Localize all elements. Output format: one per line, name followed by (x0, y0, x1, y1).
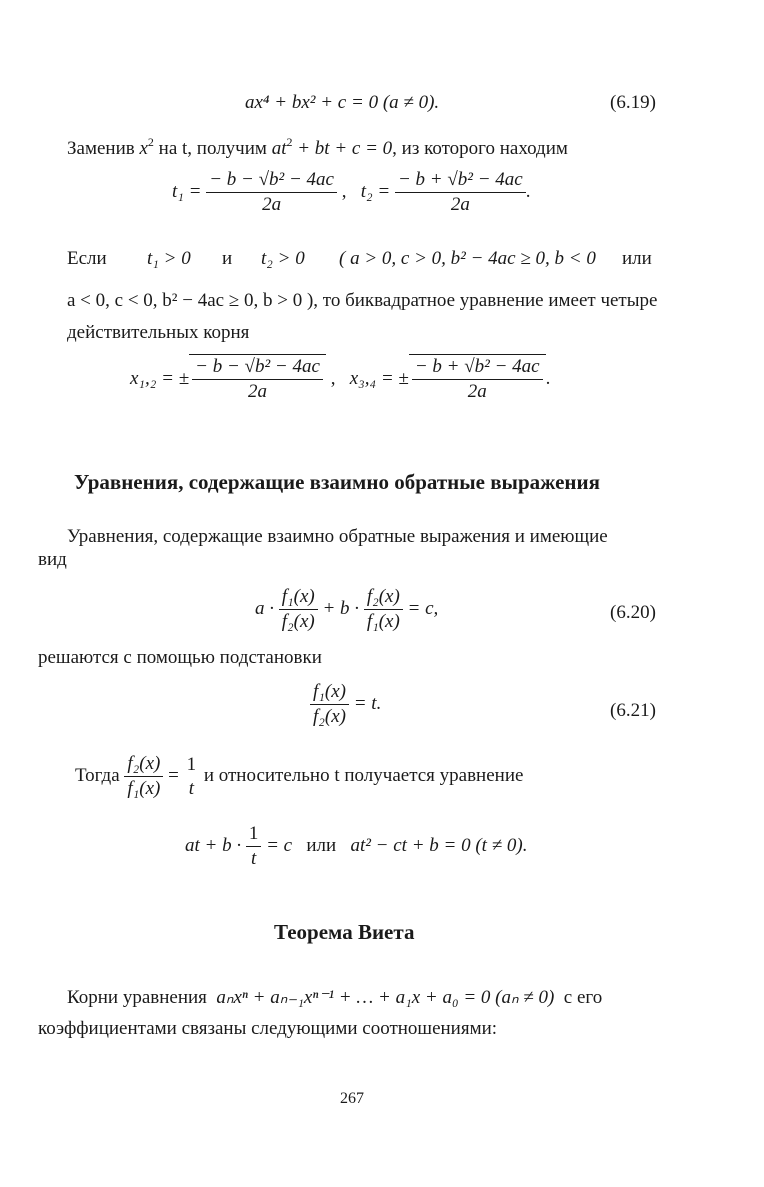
paragraph-vieta-line2: коэффициентами связаны следующими соотношениями: (38, 1018, 498, 1039)
paragraph-condition-line1: Если t₁ > 0 и t₂ > 0 ( a > 0, c > 0, b² − 4ac ≥ 0, b < 0 или (67, 248, 652, 269)
paragraph-substitution: Заменив $x^2$ на t, получим $at^2$ + bt + c = 0, из которого находим (67, 135, 568, 159)
x34-label: x₃,₄ = ± (349, 367, 409, 389)
paragraph-vieta-line1: Корни уравнения aₙxⁿ + aₙ₋₁xⁿ⁻¹ + … + a₁x + a₀ = 0 (aₙ ≠ 0) с его (67, 987, 603, 1008)
f2-over-f1-then: $\frac{\text{f₂(x)}}{\text{f₁(x)}}$ (124, 752, 163, 801)
x12-radical: $\frac{\text{− b − √b² − 4ac}}{2a}$ (189, 354, 326, 404)
equation-final: at + b · $\frac{1}{t}$ = c или at² − ct + b = 0 (t ≠ 0). (185, 823, 528, 869)
equation-6-19 (245, 92, 439, 114)
paragraph-substitution-2: решаются с помощью подстановки (38, 647, 322, 668)
x-squared: $x^2$ (139, 135, 154, 159)
f1-over-f2-sub: $\frac{\text{f₁(x)}}{\text{f₂(x)}}$ (310, 680, 349, 729)
quadratic-in-t: $at^2$ + bt + c = 0 (271, 135, 393, 159)
x34-radical: $\frac{\text{− b + √b² − 4ac}}{2a}$ (409, 354, 546, 404)
paragraph-then: Тогда $\frac{\text{f₂(x)}}{\text{f₁(x)}}$ = 1 t и относительно t получается уравнение (75, 753, 524, 799)
paragraph-condition-line3: действительных корня (67, 322, 250, 343)
general-polynomial: aₙxⁿ + aₙ₋₁xⁿ⁻¹ + … + a₁x + a₀ = 0 (aₙ ≠ 0) (216, 987, 555, 1008)
paragraph-condition-line2: a < 0, c < 0, b² − 4ac ≥ 0, b > 0 ), то биквадратное уравнение имеет четыре (67, 290, 658, 311)
one-over-t: 1 t (186, 753, 197, 799)
t1-label: t₁ = (172, 180, 202, 202)
equation-number-6-20: (6.20) (610, 602, 656, 623)
t2-label: t₂ = (360, 180, 391, 202)
paragraph-reciprocal-line2: вид (38, 549, 67, 570)
f2-over-f1: $\frac{\text{f₂(x)}}{\text{f₁(x)}}$ (364, 585, 403, 634)
f1-over-f2: $\frac{\text{f₁(x)}}{\text{f₂(x)}}$ (279, 585, 318, 634)
equation-number-6-21: (6.21) (610, 700, 656, 721)
paragraph-reciprocal-line1: Уравнения, содержащие взаимно обратные выражения и имеющие (67, 526, 608, 547)
equation-6-21: $\frac{\text{f₁(x)}}{\text{f₂(x)}}$ = t. (310, 680, 381, 729)
roots-x: x₁,₂ = ± $\frac{\text{− b − √b² − 4ac}}{2a}$ , x₃,₄ = ± $\frac{\text{− b + √b² − 4ac}}{2a}$ . (130, 356, 551, 402)
t1-fraction: $\frac{\text{− b − √b² − 4ac}}{2a}$ (206, 168, 337, 217)
section-heading-reciprocal: Уравнения, содержащие взаимно обратные выражения (74, 470, 600, 494)
equation-6-20: a · $\frac{\text{f₁(x)}}{\text{f₂(x)}}$ + b · $\frac{\text{f₂(x)}}{\text{f₁(x)}}$ = c, (255, 586, 439, 632)
equation-6-19-text: ax⁴ + bx² + c = 0 (a ≠ 0). (245, 92, 440, 113)
one-over-t-final: $\frac{1}{t}$ (246, 822, 262, 871)
t2-fraction: $\frac{\text{− b + √b² − 4ac}}{2a}$ (395, 168, 526, 217)
roots-t: t₁ = $\frac{\text{− b − √b² − 4ac}}{2a}$ , t₂ = $\frac{\text{− b + √b² − 4ac}}{2a}$ . (172, 169, 531, 215)
section-heading-vieta: Теорема Виета (274, 920, 415, 944)
x12-label: x₁,₂ = ± (130, 367, 190, 389)
equation-number-6-19: (6.19) (610, 92, 656, 113)
page-number: 267 (340, 1090, 364, 1107)
